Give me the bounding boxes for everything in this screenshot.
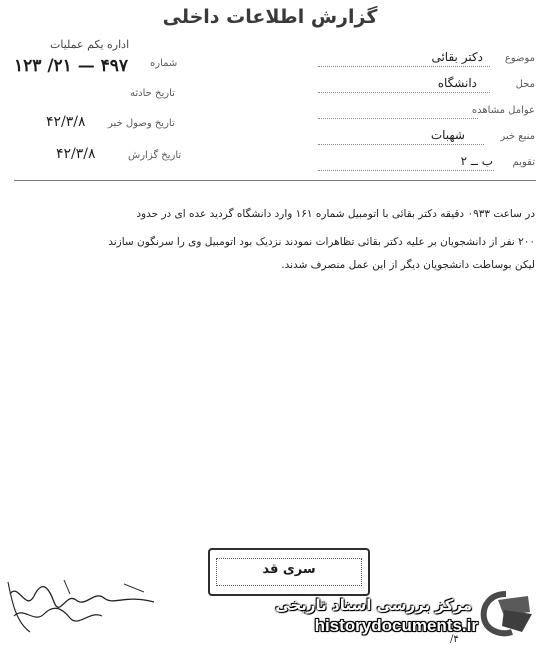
subject-label: موضوع [504, 53, 535, 64]
department-text: اداره یکم عملیات [50, 38, 130, 51]
assessment-label: تقویم [512, 157, 535, 168]
location-value: دانشگاه [437, 76, 477, 90]
assessment-value: ب ــ ۲ [460, 154, 493, 168]
info-source-dots [318, 144, 484, 145]
report-date-label: تاریخ گزارش [128, 150, 182, 161]
received-date-value: ۴۲/۳/۸ [46, 114, 86, 130]
info-source-label: منبع خبر [500, 131, 535, 142]
archive-logo-icon [478, 590, 536, 638]
body-line-1: در ساعت ۰۹۳۳ دقیقه دکتر بقائی با اتومبیل شماره ۱۶۱ وارد دانشگاه گردید عده ای در حدود [136, 208, 535, 220]
number-label: شماره [150, 58, 178, 69]
watermark-url: historydocuments.ir [314, 616, 478, 635]
subject-value: دکتر بقائی [431, 50, 483, 64]
assessment-dots [318, 170, 494, 171]
info-source-value: شهبات [430, 128, 465, 142]
sources-dots [318, 118, 478, 119]
subject-dots [318, 66, 490, 67]
received-date-label: تاریخ وصول خبر [108, 118, 175, 129]
body-line-3: لیکن بوساطت دانشجویان دیگر از این عمل منصرف شدند. [281, 259, 535, 271]
body-line-2: ۲۰۰ نفر از دانشجویان بر علیه دکتر بقائی تظاهرات نمودند نزدیک بود اتومبیل وی را سرنگون سازند [108, 236, 535, 248]
report-date-value: ۴۲/۳/۸ [56, 146, 96, 162]
location-label: محل [515, 79, 535, 90]
page-number: ۴/ [450, 634, 459, 645]
header-divider [14, 180, 536, 181]
signature-scribble [4, 572, 164, 642]
location-dots [318, 92, 490, 93]
watermark-title: مرکز بررسی اسناد تاریخی [275, 596, 472, 614]
document-title: گزارش اطلاعات داخلی [162, 6, 378, 28]
stamp-text: سری قد [262, 562, 316, 577]
classification-stamp [208, 548, 370, 596]
sources-label: عوامل مشاهده [471, 105, 535, 116]
number-value: ۴۹۷ — ۲۱/ ۱۲۳ [14, 56, 129, 76]
event-date-label: تاریخ حادثه [130, 88, 175, 99]
